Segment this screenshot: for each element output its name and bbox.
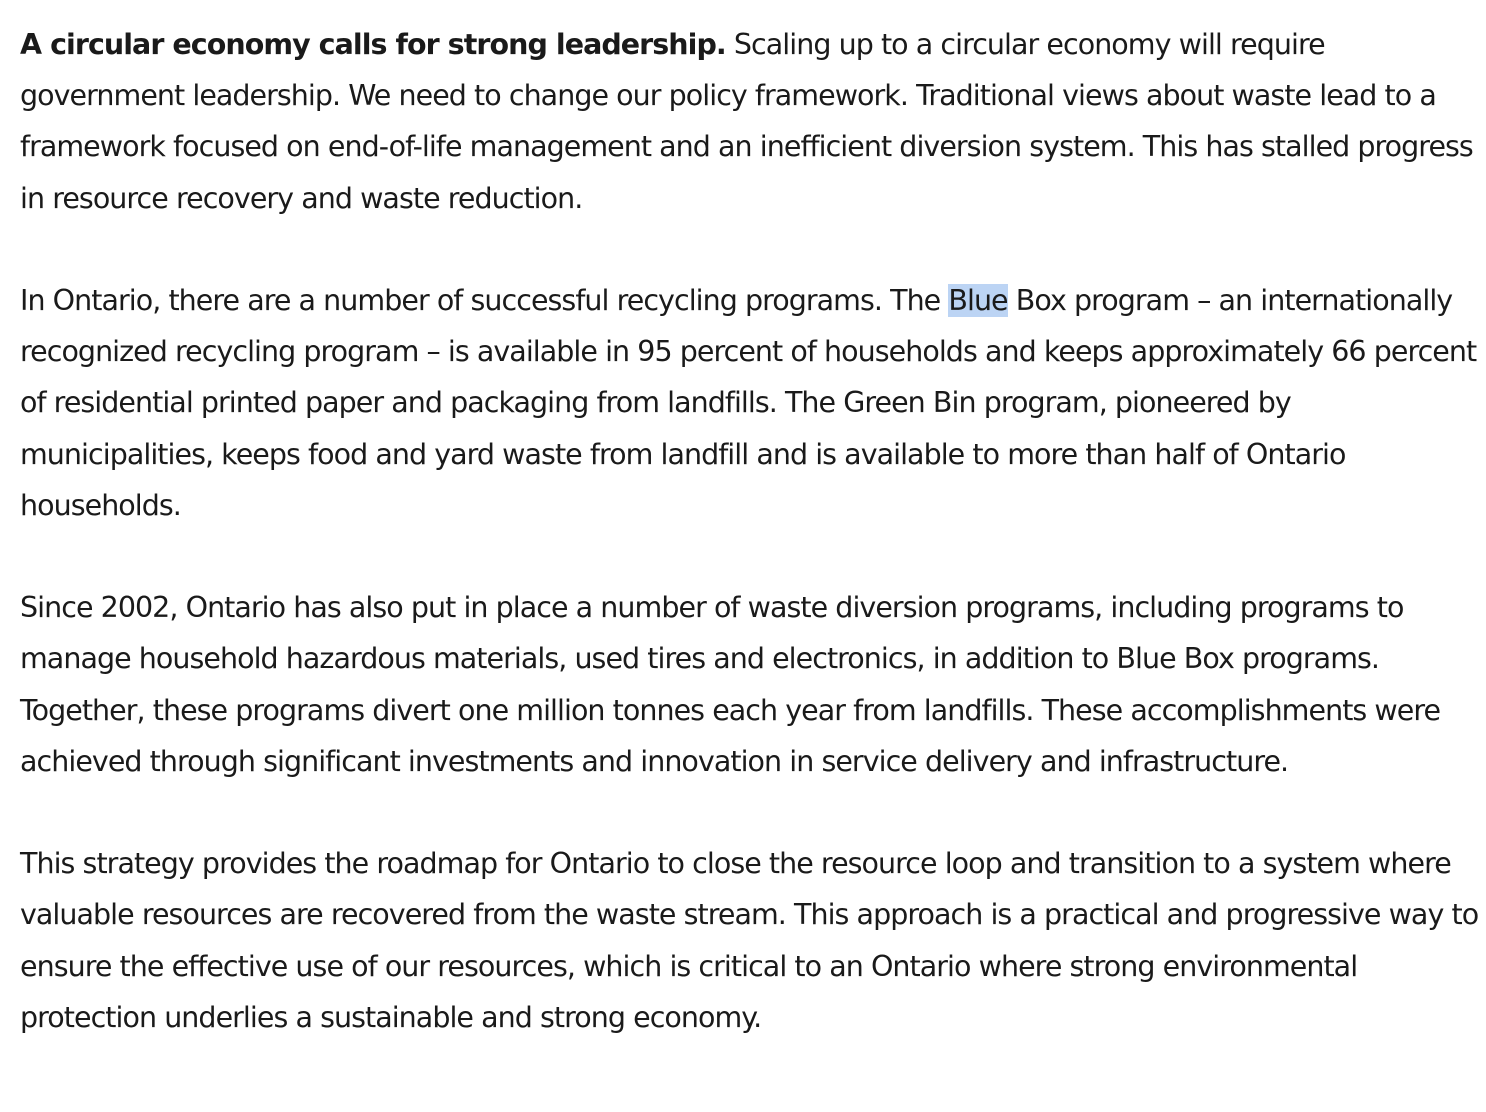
paragraph-text: Since 2002, Ontario has also put in place a number of waste diversion programs, including programs to manage household hazardous materials, used tires and electronics, in addition to Blue Box programs. Together, these programs divert one million tonnes each year from landfills. These accomplishments were achieved through significant investments and innovation in service delivery and infrastructure. <box>20 591 1441 778</box>
paragraph-text: Scaling up to a circular economy will require government leadership. We need to change our policy framework. Traditional views about waste lead to a framework focused on end-of-life management and an inefficient diversion system. This has stalled progress in resource recovery and waste reduction. <box>20 28 1473 215</box>
paragraph-circular-economy <box>20 19 1482 224</box>
paragraph-text-after-selection: Box program – an internationally recognized recycling program – is available in 95 percent of households and keeps approximately 66 percent of residential printed paper and packaging from landfills. The Green Bin program, pioneered by municipalities, keeps food and yard waste from landfill and is available to more than half of Ontario households. <box>20 284 1477 522</box>
paragraph-diversion-programs <box>20 582 1482 787</box>
paragraph-text-before-selection: In Ontario, there are a number of successful recycling programs. The <box>20 284 949 317</box>
selected-text-highlight[interactable]: Blue <box>948 284 1008 317</box>
paragraph-strategy-roadmap <box>20 838 1482 1043</box>
paragraph-recycling-programs <box>20 275 1482 531</box>
paragraph-text: This strategy provides the roadmap for Ontario to close the resource loop and transition to a system where valuable resources are recovered from the waste stream. This approach is a practical and progressive way to ensure the effective use of our resources, which is critical to an Ontario where strong environmental protection underlies a sustainable and strong economy. <box>20 847 1479 1034</box>
paragraph-lead-heading: A circular economy calls for strong leadership. <box>20 28 726 61</box>
article-body <box>20 19 1482 1043</box>
